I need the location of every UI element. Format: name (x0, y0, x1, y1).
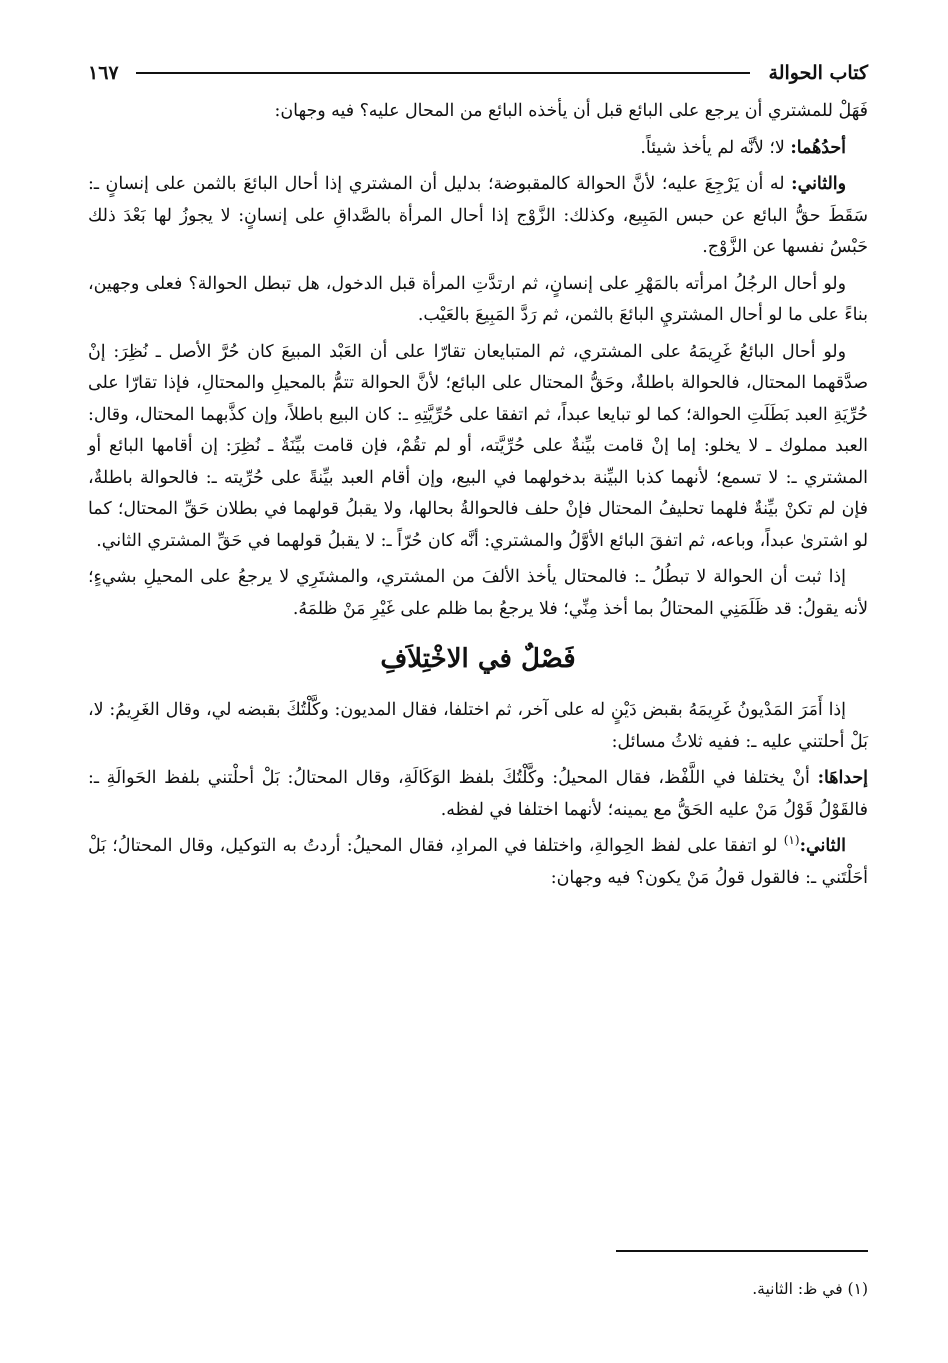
paragraph-text: أنْ يختلفا في اللَّفْظ، فقال المحيلُ: وكَّلْتُكَ بلفظ الوَكَالَةِ، وقال المحتالُ: بَلْ أحلْتني بلفظ الحَوالَةِ ـ: فالقَوْلُ قَوْلُ مَنْ عليه الحَقُّ مع يمينه؛ لأنهما اختلفا في لفظه. (88, 768, 868, 820)
paragraph-lead: والثاني: (791, 174, 846, 194)
paragraph-text: لو اتفقا على لفظ الحِوالةِ، واختلفا في المرادِ، فقال المحيلُ: أردتُ به التوكيل، وقال المحتالُ؛ بَلْ أحَلْتَني ـ: فالقول قولُ مَنْ يكون؟ فيه وجهان: (88, 836, 868, 888)
paragraph-lead: الثاني: (799, 836, 846, 856)
page-number: ١٦٧ (88, 62, 119, 84)
paragraph-dowry-transfer: ولو أحال الرجُلُ امرأته بالمَهْرِ على إنسانٍ، ثم ارتدَّتِ المرأة قبل الدخول، هل تبطل الحوالة؟ فعلى وجهين، بناءً على ما لو أحال المشتريِ البائعَ بالثمن، ثم رَدَّ المَبِيعَ بالعَيْب. (88, 273, 868, 325)
paragraph-transfer-valid: إذا ثبت أن الحوالة لا تبطُلُ ـ: فالمحتال يأخذ الألفَ من المشتري، والمشتَرِي لا يرجعُ على المحيلِ بشيءٍ؛ لأنه يقولُ: قد ظَلَمَنِي المحتالُ بما أخذ مِنِّي؛ فلا يرجعُ بما ظلم على غَيْرِ مَنْ ظلمَهُ. (88, 567, 868, 619)
paragraph-question: فَهَلْ للمشتري أن يرجع على البائع قبل أن يأخذه البائع من المحال عليه؟ فيه وجهان: (274, 101, 868, 121)
footnote-marker: (١) (783, 833, 800, 848)
paragraph-first-view (88, 133, 868, 165)
paragraph-lead: إحداهَا: (817, 768, 868, 788)
header-rule (136, 72, 750, 74)
paragraph-second-view (88, 169, 868, 264)
page-header (88, 58, 868, 88)
paragraph-first-issue (88, 763, 868, 826)
paragraph-seller-transfer: ولو أحال البائعُ غَرِيمَهُ على المشتري، ثم المتبايعان تقارّا على أن العَبْد المبيعَ كان حُرَّ الأصل ـ نُظِرَ: إنْ صدَّقهما المحتال، فالحوالة باطلةٌ، وحَقُّ المحتال على البائع؛ لأنَّ الحوالة تتمُّ بالمحيلِ والمحتالِ، فإذا تقارّا على حُرِّيَةِ العبد بَطَلَتِ الحوالة؛ كما لو تبايعا عبداً، ثم اتفقا على حُرِّيَّتِهِ ـ: كان البيع باطلاً، وإن كذَّبهما المحتال، وقال: العبد مملوك ـ لا يخلو: إما إنْ قامت بيِّنةٌ على حُرِّيَّته، أو لم تقُمْ، فإن قامت بيِّنَةٌ ـ نُظِرَ: إن أقامها البائع أو المشتري ـ: لا تسمع؛ لأنهما كذبا البيِّنة بدخولهما في البيع، وإن أقام العبد بيِّنةً على حُرِّيته ـ: فالحوالة باطلةٌ، فإن لم تكنْ بيِّنةٌ فلهما تحليفُ المحتال فإنْ حلف فالحوالةُ بحالها، ولا يقبلُ قولهما في بطلان حَقِّ المحتال؛ كما لو اشترىٰ عبداً، وباعه، ثم اتفقَ البائع الأوَّلُ والمشتري: أنَّه كان حُرّاً ـ: لا يقبلُ قولهما في حَقِّ المشتري الثاني. (88, 341, 868, 551)
paragraph-text: لا؛ لأنَّه لم يأخذ شيئاً. (640, 137, 791, 158)
paragraph-second-issue (88, 831, 868, 894)
page-body (88, 96, 868, 899)
section-title: فَصْلٌ في الاخْتِلاَفِ (380, 644, 576, 674)
paragraph-text: له أن يَرْجِعَ عليه؛ لأنَّ الحوالة كالمقبوضة؛ بدليل أن المشتري إذا أحال البائعَ بالثمن على إنسانٍ ـ: سَقَطَ حقُّ البائع عن حبس المَبِيع، وكذلك: الزَّوْج إذا أحال المرأة بالصَّداقِ على إنسانٍ: لا يجوزُ لها بَعْدَ ذلك حَبْسُ نفسها عن الزَّوْج. (88, 174, 868, 257)
running-title: كتاب الحوالة (768, 62, 868, 84)
footnote-rule (616, 1250, 868, 1252)
paragraph-dispute: إذا أَمَرَ المَدْيونُ غَرِيمَهُ بقبض دَيْنٍ له على آخر، ثم اختلفا، فقال المديون: وكَّلْتُكَ بقبضه لي، وقال الغَرِيمُ: لا، بَلْ أحلتني عليه ـ: ففيه ثلاثُ مسائل: (88, 700, 868, 752)
paragraph-lead: أحدُهُما: (790, 137, 846, 158)
footnote: (١) في ظ: الثانية. (752, 1280, 868, 1298)
